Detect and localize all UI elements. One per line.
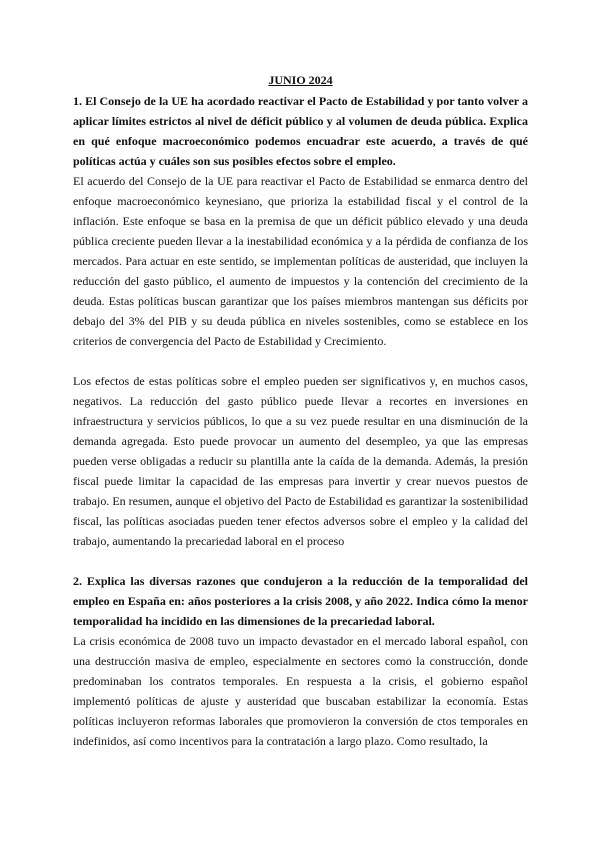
question-2: 2. Explica las diversas razones que condujeron a la reducción de la temporalidad del empleo en España en: años posteriores a la crisis 2008, y año 2022. Indica cómo la menor temporalidad ha incidido en las dimensiones de la precariedad laboral.: [73, 574, 528, 628]
document-body: [73, 70, 528, 751]
answer-1-paragraph-1: El acuerdo del Consejo de la UE para reactivar el Pacto de Estabilidad se enmarca dentro del enfoque macroeconómico keynesiano, que prioriza la estabilidad fiscal y el control de la inflación. Este enfoque se basa en la premisa de que un déficit público elevado y una deuda pública creciente pueden llevar a la inestabilidad económica y a la pérdida de confianza de los mercados. Para actuar en este sentido, se implementan políticas de austeridad, que incluyen la reducción del gasto público, el aumento de impuestos y la contención del crecimiento de la deuda. Estas políticas buscan garantizar que los países miembros mantengan sus déficits por debajo del 3% del PIB y su deuda pública en niveles sostenibles, como se establece en los criterios de convergencia del Pacto de Estabilidad y Crecimiento.: [73, 174, 528, 348]
document-title: JUNIO 2024: [268, 73, 333, 87]
answer-2-paragraph-1: La crisis económica de 2008 tuvo un impacto devastador en el mercado laboral español, con una destrucción masiva de empleo, especialmente en sectores como la construcción, donde predominaban los contratos temporales. En respuesta a la crisis, el gobierno español implementó políticas de ajuste y austeridad que buscaban estabilizar la economía. Estas políticas incluyeron reformas laborales que promovieron la conversión de ctos temporales en indefinidos, así como incentivos para la contratación a largo plazo. Como resultado, la: [73, 634, 528, 748]
paragraph-spacer: [73, 351, 528, 371]
answer-1-paragraph-2: Los efectos de estas políticas sobre el empleo pueden ser significativos y, en muchos casos, negativos. La reducción del gasto público puede llevar a recortes en inversiones en infraestructura y servicios públicos, lo que a su vez puede resultar en una disminución de la demanda agregada. Esto puede provocar un aumento del desempleo, ya que las empresas pueden verse obligadas a reducir su plantilla ante la caída de la demanda. Además, la presión fiscal puede limitar la capacidad de las empresas para invertir y crear nuevos puestos de trabajo. En resumen, aunque el objetivo del Pacto de Estabilidad es garantizar la sostenibilidad fiscal, las políticas asociadas pueden tener efectos adversos sobre el empleo y la calidad del trabajo, aumentando la precariedad laboral en el proceso: [73, 374, 528, 548]
section-spacer: [73, 551, 528, 571]
question-1: 1. El Consejo de la UE ha acordado reactivar el Pacto de Estabilidad y por tanto volver a aplicar límites estrictos al nivel de déficit público y al volumen de deuda pública. Explica en qué enfoque macroeconómico podemos encuadrar este acuerdo, a través de qué políticas actúa y cuáles son sus posibles efectos sobre el empleo.: [73, 94, 528, 168]
